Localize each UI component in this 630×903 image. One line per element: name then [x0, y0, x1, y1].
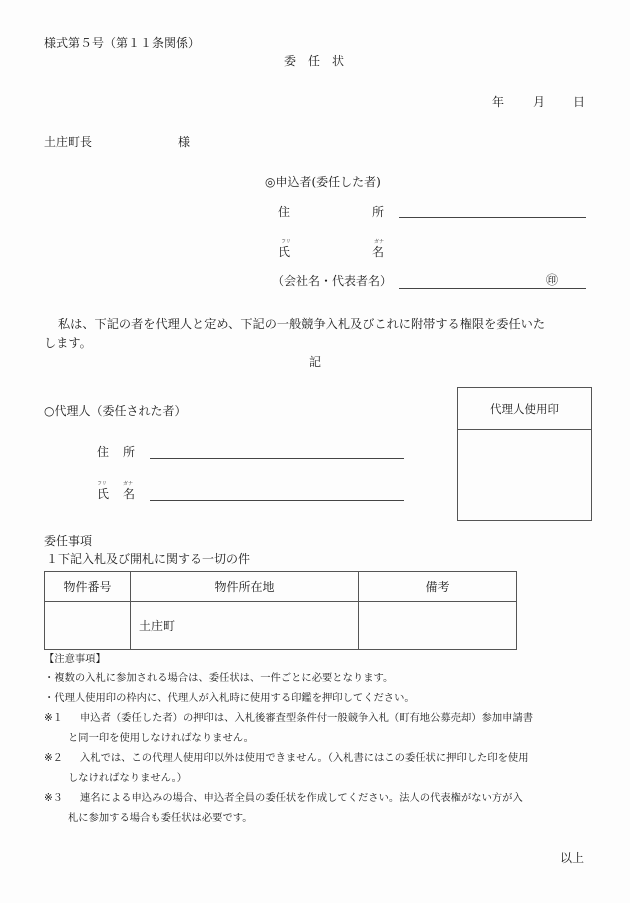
cell-remarks[interactable]	[359, 602, 517, 650]
applicant-name-label-1: 氏	[278, 245, 291, 259]
header-property-location: 物件所在地	[131, 572, 359, 602]
delegation-heading: 委任事項	[44, 534, 93, 548]
header-remarks: 備考	[359, 572, 517, 602]
applicant-address-label-2: 所	[372, 205, 385, 219]
agent-name-ruby-2: ガナ	[123, 481, 134, 487]
footnote-1-line-2: と同一印を使用しなければなりません。	[68, 732, 254, 744]
applicant-address-label-1: 住	[278, 205, 291, 219]
seal-mark-icon: ㊞	[546, 273, 559, 287]
body-text-line-2: します。	[44, 336, 92, 350]
agent-name-ruby-1: フリ	[97, 481, 107, 487]
footnote-3-line-1: 連名による申込みの場合、申込者全員の委任状を作成してください。法人の代表権がない方が入	[80, 792, 523, 804]
footnote-1-mark: ※１	[44, 712, 63, 724]
closing-text: 以上	[560, 851, 585, 865]
agent-address-label-1: 住	[97, 445, 110, 459]
month-label: 月	[533, 95, 546, 109]
body-text-line-1: 私は、下記の者を代理人と定め、下記の一般競争入札及びこれに附帯する権限を委任いた	[58, 317, 546, 331]
header-property-number: 物件番号	[45, 572, 131, 602]
applicant-address-field[interactable]	[399, 217, 586, 218]
footnote-2-mark: ※２	[44, 752, 63, 764]
applicant-name-field[interactable]	[399, 288, 586, 289]
agent-name-label-2: 名	[123, 487, 136, 501]
delegation-item-1: １下記入札及び開札に関する一切の件	[46, 552, 251, 566]
footnote-2-line-1: 入札では、この代理人使用印以外は使用できません。（入札書にはこの委任状に押印した印を使用	[80, 752, 529, 764]
ki-label: 記	[309, 355, 322, 369]
agent-name-label-1: 氏	[97, 487, 110, 501]
table-row	[45, 602, 517, 650]
agent-seal-box-label: 代理人使用印	[458, 388, 591, 430]
form-number: 様式第５号（第１１条関係）	[44, 36, 201, 50]
agent-seal-box[interactable]	[457, 387, 592, 521]
agent-heading: ○代理人（委任された者）	[44, 404, 187, 418]
notes-heading: 【注意事項】	[44, 653, 106, 665]
applicant-name-label-2: 名	[372, 245, 385, 259]
agent-name-field[interactable]	[150, 500, 404, 501]
footnote-3-mark: ※３	[44, 792, 63, 804]
cell-property-location[interactable]: 土庄町	[131, 602, 359, 650]
addressee: 土庄町長	[44, 135, 93, 149]
document-title: 委 任 状	[284, 54, 345, 68]
footnote-3-line-2: 札に参加する場合も委任状は必要です。	[68, 812, 253, 824]
property-table	[44, 571, 517, 650]
agent-address-field[interactable]	[150, 458, 404, 459]
applicant-name-ruby-2: ガナ	[374, 239, 385, 245]
footnote-1-line-1: 申込者（委任した者）の押印は、入札後審査型条件付一般競争入札（町有地公募売却）参加申請書	[80, 712, 534, 724]
footnote-2-line-2: しなければなりません。）	[68, 772, 188, 784]
note-bullet-1: ・複数の入札に参加される場合は、委任状は、一件ごとに必要となります。	[44, 672, 394, 684]
year-label: 年	[492, 95, 505, 109]
agent-address-label-2: 所	[123, 445, 136, 459]
applicant-company-label: （会社名・代表者名）	[272, 274, 393, 288]
applicant-name-ruby-1: フリ	[281, 239, 291, 245]
day-label: 日	[573, 95, 586, 109]
table-header-row	[45, 572, 517, 602]
applicant-heading: ◎申込者(委任した者)	[265, 175, 381, 189]
note-bullet-2: ・代理人使用印の枠内に、代理人が入札時に使用する印鑑を押印してください。	[44, 692, 415, 704]
cell-property-number[interactable]	[45, 602, 131, 650]
addressee-suffix: 様	[178, 135, 191, 149]
